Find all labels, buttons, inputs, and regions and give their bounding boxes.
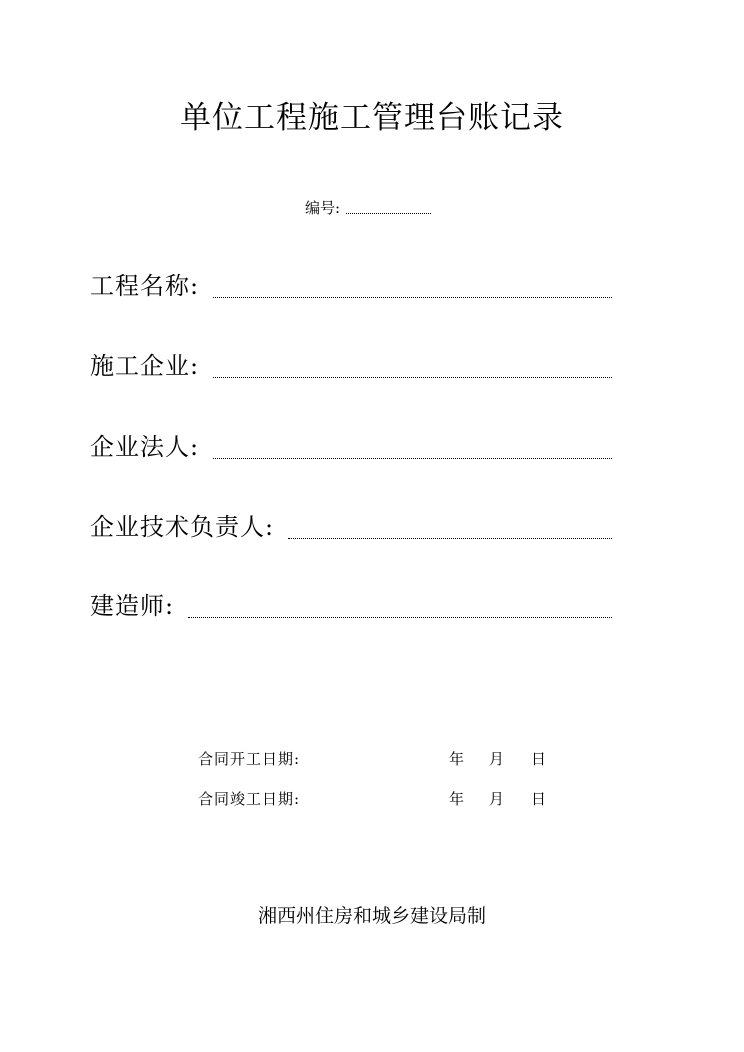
field-blank-line [213,457,612,459]
document-title: 单位工程施工管理台账记录 [180,100,564,136]
field-label: 企业法人: [90,433,200,461]
field-blank-line [188,616,612,618]
field-construction-company [90,348,612,382]
field-legal-representative [90,429,612,463]
date-label: 合同竣工日期: [198,790,301,808]
contract-completion-date-row [198,788,558,810]
field-technical-director [90,509,612,543]
date-month-unit: 月 [489,750,505,768]
date-day-unit: 日 [531,750,547,768]
field-label: 工程名称: [90,272,200,300]
field-label: 建造师: [90,592,175,620]
field-blank-line [213,296,612,298]
contract-start-date-row [198,748,558,770]
date-label: 合同开工日期: [198,750,301,768]
number-label: 编号: [305,199,341,217]
number-blank-line [346,212,431,214]
issuer-footer: 湘西州住房和城乡建设局制 [257,905,486,927]
field-label: 施工企业: [90,352,200,380]
date-day-unit: 日 [531,790,547,808]
date-year-unit: 年 [449,790,465,808]
date-month-unit: 月 [489,790,505,808]
field-constructor [90,588,612,622]
field-project-name [90,268,612,302]
field-blank-line [288,537,612,539]
field-blank-line [213,376,612,378]
field-label: 企业技术负责人: [90,513,275,541]
date-year-unit: 年 [449,750,465,768]
number-row [305,196,431,218]
